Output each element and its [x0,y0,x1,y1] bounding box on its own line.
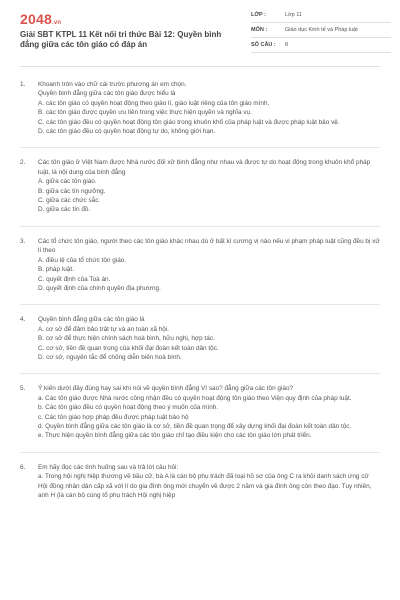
answer-option: D. cơ sở, nguyên tắc để chống diễn biến hoà bình. [38,353,182,361]
meta-label: SỐ CÂU : [251,42,276,48]
question-separator [20,304,380,305]
question-body [38,158,380,214]
question-item [20,315,380,362]
answer-option: B. các tôn giáo được quyền ưu tiên trong việc thực hiện quyền và nghĩa vụ. [38,109,252,117]
meta-value: Lớp 11 [285,12,302,18]
header-divider [20,66,380,67]
question-separator [20,226,380,227]
question-text: Các tôn giáo ở Việt Nam được Nhà nước đối xử bình đẳng như nhau và được tự do hoạt động trong khuôn khổ pháp luật, là nội dung của bình đẳng [38,159,371,176]
meta-row [251,38,391,53]
answer-option: D. giữa các tín đồ. [38,206,91,214]
answer-option: A. các tôn giáo có quyền hoạt động theo giáo lí, giáo luật riêng của tôn giáo mình. [38,99,270,107]
answer-option: B. giữa các tín ngưỡng. [38,187,106,195]
question-text: Các tổ chức tôn giáo, người theo các tôn giáo khác nhau dù ở bất kì cương vị nào nếu vi phạm pháp luật cũng đều bị xử lí theo [38,237,380,255]
answer-option: C. cơ sở, tiền đề quan trọng của khối đại đoàn kết toàn dân tộc. [38,344,219,352]
logo-suffix: .vn [51,20,62,26]
question-item [20,158,380,214]
question-body [38,315,380,362]
answer-option: B. cơ sở để thực hiện chính sách hoà bình, hữu nghị, hợp tác. [38,335,215,343]
answer-option: b. Các tôn giáo đều có quyền hoạt động theo ý muốn của mình. [38,404,219,412]
answer-option: C. các tôn giáo đều có quyền hoạt động tôn giáo trong khuôn khổ của pháp luật và được pháp luật bảo vệ. [38,118,340,126]
answer-option: a. Trong hội nghị hiệp thương về bầu cử, bà A là cán bộ phụ trách đã loại hồ sơ của ông C ra khỏi danh sách ứng cử Hội đồng nhân dân cấp xã với lí do gia đình ông mới chuyển về được 2 năm và gia đình ông còn theo đạo. Tuy nhiên, anh H (là cán bộ cùng tổ phụ trách Hội nghị hiệp [38,473,372,499]
question-item [20,384,380,440]
question-number: 5. [20,385,26,393]
question-number: 1. [20,81,26,88]
question-item [20,237,380,293]
answer-option: d. Quyền bình đẳng giữa các tôn giáo là cơ sở, tiền đề quan trọng để xây dựng khối đại đoàn kết toàn dân tộc. [38,422,352,430]
document-meta-table [251,8,391,53]
question-body [38,384,380,440]
question-text: Ý kiến dưới đây đúng hay sai khi nói về quyền bình đẳng Vì sao? đẳng giữa các tôn giáo? [38,385,294,393]
question-text: Quyền bình đẳng giữa các tôn giáo là [38,316,145,324]
question-separator [20,147,380,148]
answer-option: C. giữa các chức sắc. [38,197,101,205]
question-text: Em hãy đọc các tình huống sau và trả lời câu hỏi: [38,463,179,471]
site-logo[interactable] [20,11,61,27]
question-item [20,463,380,501]
answer-option: D. các tôn giáo đều có quyền hoạt động tự do, không giới hạn. [38,128,216,136]
question-item [20,80,380,136]
meta-label: MÔN : [251,27,268,33]
question-body [38,463,380,501]
meta-label: LỚP : [251,12,266,18]
question-body [38,237,380,293]
question-body [38,80,380,136]
answer-option: e. Thực hiện quyền bình đẳng giữa các tôn giáo chỉ tạo điều kiện cho các tôn giáo lớn phát triển. [38,432,312,440]
question-number: 4. [20,316,26,324]
question-number: 6. [20,463,26,471]
question-separator [20,373,380,374]
meta-row [251,8,391,23]
question-separator [20,452,380,453]
logo-text: 2048 [20,11,52,27]
question-number: 2. [20,159,26,167]
answer-option: c. Các tôn giáo hợp pháp đều được pháp luật bảo hộ [38,413,189,421]
answer-option: Quyền bình đẳng giữa các tôn giáo được hiểu là [38,90,176,98]
question-number: 3. [20,237,26,245]
question-list [20,80,380,511]
answer-option: C. quyết định của Toà án. [38,275,111,283]
document-title: Giải SBT KTPL 11 Kết nối tri thức Bài 12: Quyền bình đẳng giữa các tôn giáo có đáp án [20,30,222,49]
answer-option: A. giữa các tôn giáo. [38,178,97,186]
document-header [0,0,400,66]
answer-option: a. Các tôn giáo được Nhà nước công nhận đều có quyền hoạt động tôn giáo theo Viện quy định của pháp luật. [38,394,352,402]
meta-value: Giáo dục Kinh tế và Pháp luật [285,27,358,33]
answer-option: A. cơ sở để đảm bảo trật tự và an toàn xã hội. [38,325,169,333]
answer-option: B. pháp luật. [38,266,74,274]
answer-option: A. điều lệ của tổ chức tôn giáo. [38,256,127,264]
meta-row [251,23,391,38]
question-text: Khoanh tròn vào chữ cái trước phương án em chọn. [38,81,187,88]
meta-value: 8 [285,42,289,48]
answer-option: D. quyết định của chính quyền địa phương. [38,284,161,292]
